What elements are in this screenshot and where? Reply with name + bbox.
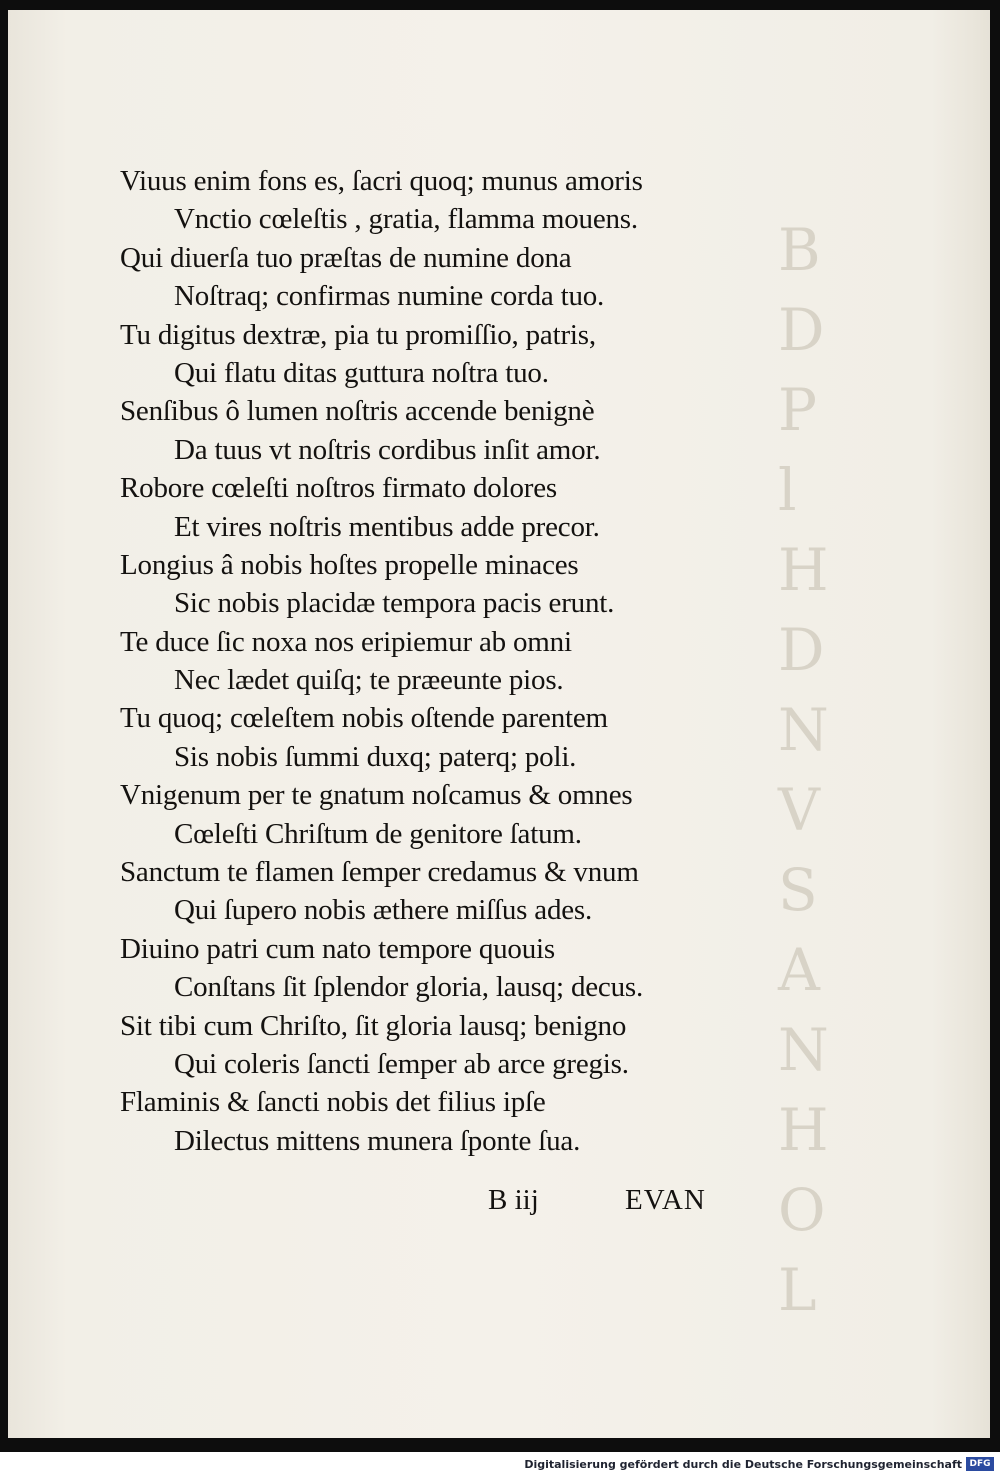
dfg-logo: DFG bbox=[966, 1457, 994, 1471]
verse-line: Vnigenum per te gnatum noſcamus & omnes bbox=[120, 779, 633, 812]
verse-line: Flaminis & ſancti nobis det filius ipſe bbox=[120, 1086, 546, 1119]
verse-line: Sis nobis ſummi duxq; paterq; poli. bbox=[174, 740, 577, 773]
verse-line: Sit tibi cum Chriſto, ſit gloria lausq; benigno bbox=[120, 1009, 627, 1042]
verse-block bbox=[120, 162, 780, 1160]
verse-line: Robore cœleſti noſtros firmato dolores bbox=[120, 472, 557, 505]
verse-line: Diuino patri cum nato tempore quouis bbox=[120, 932, 555, 965]
show-through-bleed: B D P l H D N V S A N H O L bbox=[778, 216, 829, 1324]
verse-line: Conſtans ſit ſplendor gloria, lausq; decus. bbox=[174, 971, 644, 1004]
verse-line: Qui ſupero nobis æthere miſſus ades. bbox=[174, 894, 593, 927]
verse-line: Sic nobis placidæ tempora pacis erunt. bbox=[174, 587, 615, 620]
verse-line: Tu quoq; cœleſtem nobis oſtende parentem bbox=[120, 702, 608, 735]
verse-line: Senſibus ô lumen noſtris accende benignè bbox=[120, 395, 595, 428]
verse-line: Qui coleris ſancti ſemper ab arce gregis. bbox=[174, 1047, 629, 1080]
signature-mark: B iij bbox=[488, 1184, 539, 1216]
verse-line: Vnctio cœleſtis , gratia, flamma mouens. bbox=[174, 203, 638, 236]
verse-line: Da tuus vt noſtris cordibus inſit amor. bbox=[174, 433, 601, 466]
verse-line: Te duce ſic noxa nos eripiemur ab omni bbox=[120, 625, 572, 658]
verse-line: Qui diuerſa tuo præſtas de numine dona bbox=[120, 241, 572, 274]
catchword: EVAN bbox=[625, 1184, 706, 1216]
verse-line: Et vires noſtris mentibus adde precor. bbox=[174, 510, 600, 543]
verse-line: Viuus enim fons es, ſacri quoq; munus amoris bbox=[120, 165, 643, 197]
verse-line: Longius â nobis hoſtes propelle minaces bbox=[120, 548, 579, 581]
verse-line: Sanctum te flamen ſemper credamus & vnum bbox=[120, 856, 639, 889]
verse-line: Noſtraq; confirmas numine corda tuo. bbox=[174, 280, 605, 313]
funding-credit: Digitalisierung gefördert durch die Deutsche Forschungsgemeinschaft bbox=[524, 1458, 962, 1471]
verse-line: Tu digitus dextræ, pia tu promiſſio, patris, bbox=[120, 318, 596, 351]
verse-line: Dilectus mittens munera ſponte ſua. bbox=[174, 1124, 581, 1157]
verse-line: Qui flatu ditas guttura noſtra tuo. bbox=[174, 356, 549, 389]
verse-line: Cœleſti Chriſtum de genitore ſatum. bbox=[174, 817, 582, 850]
verse-line: Nec lædet quiſq; te præeunte pios. bbox=[174, 664, 564, 697]
